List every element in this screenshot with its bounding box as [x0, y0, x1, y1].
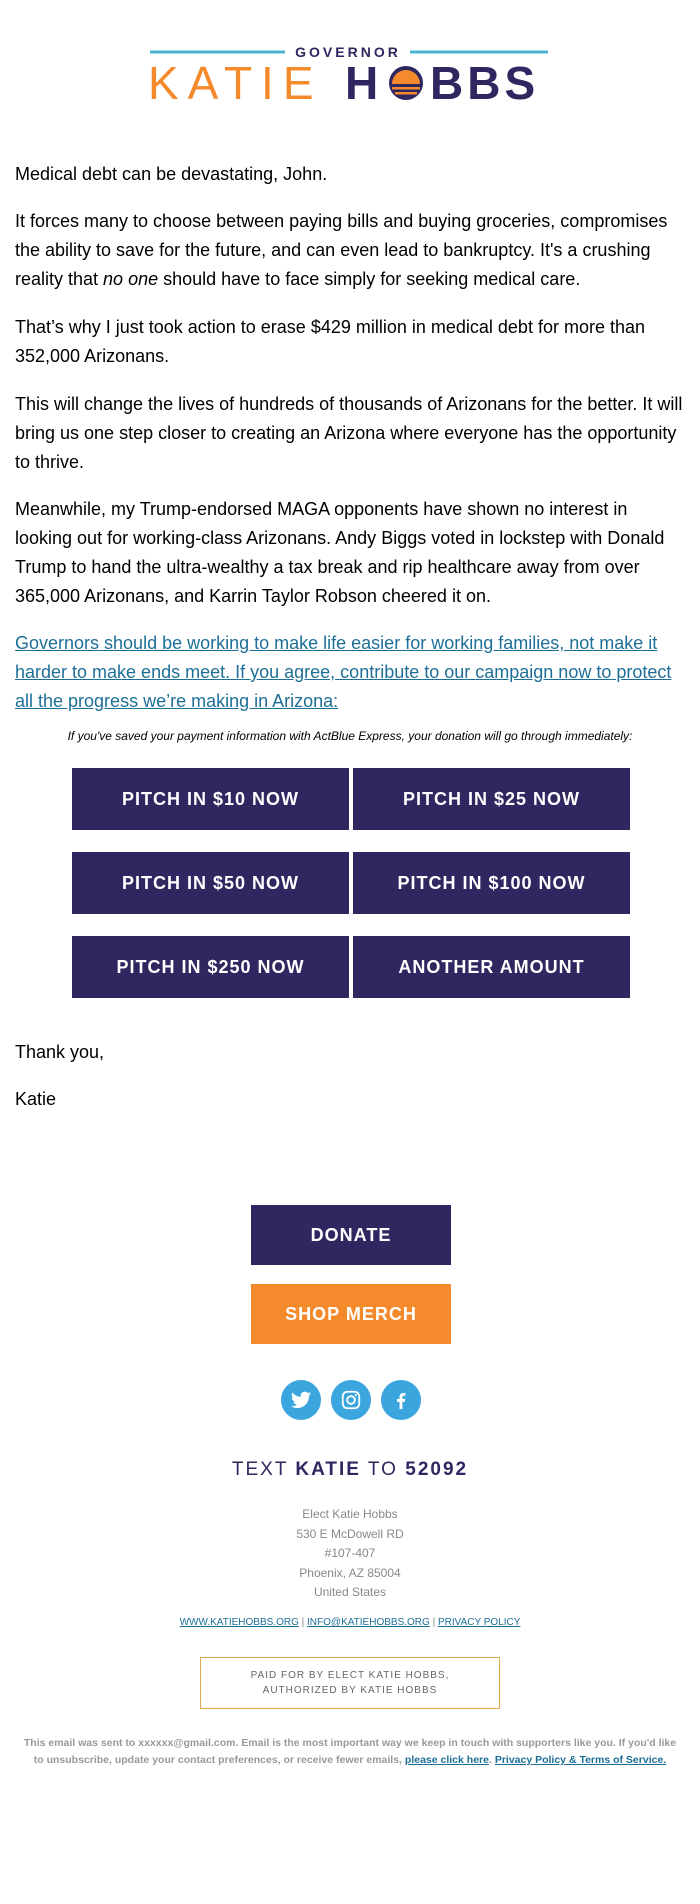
paragraph-4-text: This will change the lives of hundreds of thousands of Arizonans for the better. It will bring us one step closer to creating an Arizona where everyone has the opportunity to thrive. — [15, 394, 683, 472]
paragraph-2 — [15, 207, 685, 294]
paragraph-2-b: should have to face simply for seeking medical care. — [158, 269, 581, 289]
mailing-address — [0, 1505, 700, 1603]
paragraph-3 — [15, 313, 685, 371]
privacy-terms-link[interactable]: Privacy Policy & Terms of Service. — [494, 1754, 667, 1766]
paragraph-2-emphasis: no one — [103, 269, 159, 289]
text-keyword: KATIE — [295, 1459, 361, 1480]
paragraph-1: Medical debt can be devastating, John. — [15, 164, 328, 184]
sunset-icon — [389, 66, 423, 100]
pitch-25-button[interactable]: PITCH IN $25 NOW — [353, 768, 630, 830]
pitch-10-button[interactable]: PITCH IN $10 NOW — [72, 768, 349, 830]
unsubscribe-link[interactable]: please click here — [404, 1754, 489, 1766]
address-line: 530 E McDowell RD — [296, 1526, 404, 1541]
link-separator: | — [432, 1617, 436, 1628]
text-to-join — [0, 1459, 700, 1481]
twitter-button[interactable] — [281, 1380, 321, 1420]
paid-for-line-1: PAID FOR BY ELECT KATIE HOBBS, — [250, 1670, 450, 1681]
cta-paragraph — [15, 629, 685, 716]
contribute-link[interactable]: Governors should be working to make life easier for working families, not make it harder to make ends meet. If you agree, contribute to our campaign now to protect all the progress we’re making in Arizona: — [15, 633, 672, 711]
katie-hobbs-logo — [0, 40, 700, 112]
pitch-50-button[interactable]: PITCH IN $50 NOW — [72, 852, 349, 914]
instagram-icon — [340, 1389, 362, 1411]
logo-last-name-end: BBS — [430, 57, 540, 109]
facebook-icon — [390, 1389, 412, 1411]
link-separator: | — [301, 1617, 305, 1628]
instagram-button[interactable] — [331, 1380, 371, 1420]
paid-for-line-2: AUTHORIZED BY KATIE HOBBS — [262, 1685, 438, 1696]
email-link[interactable]: INFO@KATIEHOBBS.ORG — [307, 1617, 430, 1628]
greeting-paragraph — [15, 160, 685, 189]
paid-for-disclaimer — [200, 1657, 500, 1709]
unsubscribe-text: This email was sent to xxxxxx@gmail.com. Email is the most important way we keep in touch with supporters like you. If you'd like to unsubscribe, update your contact preferences, or receive fewer emails, — [23, 1737, 677, 1766]
website-link[interactable]: WWW.KATIEHOBBS.ORG — [179, 1617, 299, 1628]
privacy-policy-link[interactable]: PRIVACY POLICY — [437, 1617, 521, 1628]
signature-name: Katie — [15, 1089, 57, 1109]
logo-first-name: KATIE — [148, 57, 323, 109]
footer-links — [0, 1617, 700, 1628]
paragraph-3-text: That’s why I just took action to erase $429 million in medical debt for more than 352,000 Arizonans. — [15, 317, 645, 366]
paragraph-5 — [15, 495, 685, 611]
shop-merch-button[interactable]: SHOP MERCH — [251, 1284, 451, 1344]
thank-you-text: Thank you, — [15, 1042, 105, 1062]
paragraph-5-text: Meanwhile, my Trump-endorsed MAGA opponents have shown no interest in looking out for working-class Arizonans. Andy Biggs voted in lockstep with Donald Trump to hand the ultra-wealthy a tax break and rip healthcare away from over 365,000 Arizonans, and Karrin Taylor Robson cheered it on. — [15, 499, 665, 606]
logo-last-name-start: H — [345, 57, 383, 109]
another-amount-button[interactable]: ANOTHER AMOUNT — [353, 936, 630, 998]
unsubscribe-note — [20, 1735, 680, 1769]
text-to: TO — [367, 1459, 398, 1480]
text-prefix: TEXT — [231, 1459, 289, 1480]
address-line: Elect Katie Hobbs — [302, 1507, 398, 1521]
address-line: United States — [313, 1585, 387, 1599]
paragraph-4 — [15, 390, 685, 477]
logo-governor-text: GOVERNOR — [295, 44, 401, 60]
address-line: Phoenix, AZ 85004 — [299, 1565, 401, 1580]
address-line: #107-407 — [324, 1546, 376, 1560]
donate-button[interactable]: DONATE — [251, 1205, 451, 1265]
note-period: . — [488, 1754, 495, 1766]
twitter-icon — [290, 1389, 312, 1411]
facebook-button[interactable] — [381, 1380, 421, 1420]
actblue-note: If you've saved your payment information with ActBlue Express, your donation will go through immediately: — [67, 729, 633, 743]
text-number: 52092 — [405, 1459, 469, 1480]
pitch-250-button[interactable]: PITCH IN $250 NOW — [72, 936, 349, 998]
paragraph-2-a: It forces many to choose between paying bills and buying groceries, compromises the ability to save for the future, and can even lead to bankruptcy. It's a crushing reality that — [15, 211, 668, 289]
pitch-100-button[interactable]: PITCH IN $100 NOW — [353, 852, 630, 914]
